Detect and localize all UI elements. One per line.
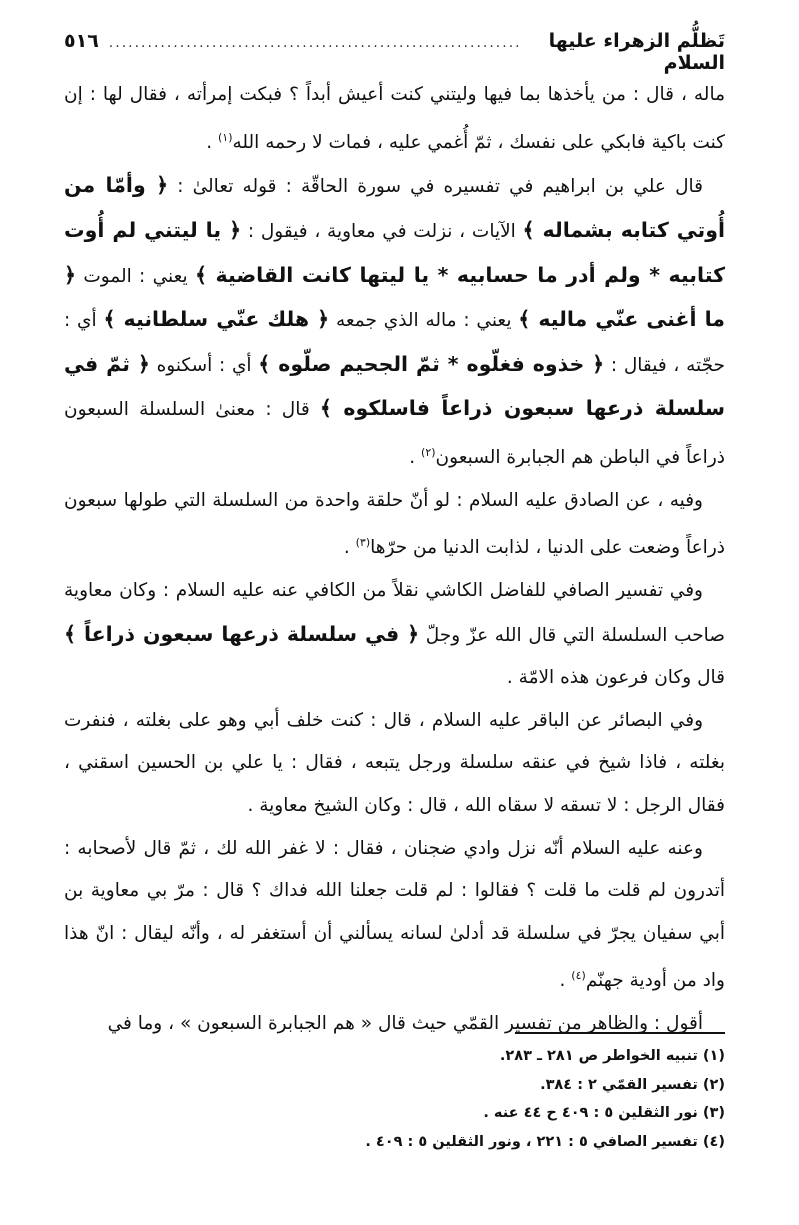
leader-dots: ................................................................ bbox=[108, 35, 522, 51]
text-run: وفي تفسير الصافي للفاضل الكاشي نقلاً من الكافي عنه عليه السلام : وكان معاوية صاحب السلسلة التي قال الله عزّ وجلّ bbox=[64, 580, 725, 646]
text-run: قال : معنىٰ السلسلة السبعون ذراعاً في الباطن هم الجبابرة السبعون bbox=[64, 399, 725, 469]
paragraph bbox=[64, 1003, 725, 1046]
paragraph bbox=[64, 570, 725, 700]
footnote-ref: (١) bbox=[217, 130, 233, 144]
quran-quote: ﴿ خذوه فغلّوه * ثمّ الجحيم صلّوه ﴾ bbox=[258, 351, 605, 376]
text-run: أي : حجّته ، فيقال : bbox=[64, 310, 725, 376]
text-run: الآيات ، نزلت في معاوية ، فيقول : bbox=[241, 220, 523, 242]
footnotes bbox=[64, 1042, 725, 1156]
paragraph bbox=[64, 164, 725, 479]
quran-quote: ﴿ في سلسلة ذرعها سبعون ذراعاً ﴾ bbox=[64, 621, 420, 646]
footnote: (٤) تفسير الصافي ٥ : ٢٢١ ، ونور الثقلين ٥ : ٤٠٩ . bbox=[365, 1133, 725, 1150]
text-run: وعنه عليه السلام أنّه نزل وادي ضجنان ، فقال : لا غفر الله لك ، ثمّ قال لأصحابه : أتدرون لم قلت ما قلت ؟ فقالوا : لم قلت جعلنا الله فداك ؟ قال : مرّ بي معاوية بن أبي سفيان يجرّ في سلسلة قد أدلىٰ لسانه يسألني أن أستغفر له ، وأنّه ليقال : انّ هذا واد من أودية جهنّم bbox=[64, 837, 725, 992]
quran-quote: ﴿ ما أغنى عنّي ماليه ﴾ bbox=[64, 262, 726, 332]
quran-quote: ﴿ يا ليتني لم أُوت كتابيه * ولم أدر ما حسابيه * يا ليتها كانت القاضية ﴾ bbox=[64, 217, 725, 287]
text-run: ماله ، قال : من يأخذها بما فيها وليتني كنت أعيش أبداً ؟ فبكت إمرأته ، فقال لها : إن كنت باكية فابكي على نفسك ، ثمّ أُغمي عليه ، فمات لا رحمه الله bbox=[64, 84, 725, 153]
footnote-ref: (٣) bbox=[355, 536, 371, 550]
paragraph bbox=[64, 480, 725, 570]
footnote: (١) تنبيه الخواطر ص ٢٨١ ـ ٢٨٣. bbox=[499, 1048, 725, 1064]
text-run: . bbox=[206, 131, 218, 153]
footnote-ref: (٤) bbox=[571, 969, 586, 983]
text-run: . bbox=[409, 447, 422, 469]
footnote: (٣) نور الثقلين ٥ : ٤٠٩ ح ٤٤ عنه . bbox=[483, 1105, 725, 1121]
text-run: . bbox=[559, 970, 572, 992]
running-header bbox=[64, 30, 725, 74]
quran-quote: ﴿ ثمّ في سلسلة ذرعها سبعون ذراعاً فاسلكوه ﴾ bbox=[64, 351, 725, 421]
paragraph bbox=[64, 700, 725, 828]
quran-quote: ﴿ هلك عنّي سلطانيه ﴾ bbox=[103, 307, 330, 332]
text-run: يعني : الموت bbox=[76, 265, 195, 287]
footnote-ref: (٢) bbox=[421, 445, 436, 459]
text-run: يعني : ماله الذي جمعه bbox=[329, 310, 519, 332]
text-run: . bbox=[343, 537, 356, 559]
main-text bbox=[64, 74, 725, 1046]
paragraph bbox=[64, 828, 725, 1004]
text-run: وفيه ، عن الصادق عليه السلام : لو أنّ حلقة واحدة من السلسلة التي طولها سبعون ذراعاً وضعت على الدنيا ، لذابت الدنيا من حرّها bbox=[64, 489, 725, 559]
footnote: (٢) تفسير القمّي ٢ : ٣٨٤. bbox=[540, 1076, 725, 1093]
book-page bbox=[64, 30, 725, 1046]
footnote-separator bbox=[515, 1032, 725, 1034]
quran-quote: ﴿ وأمّا من أُوتي كتابه بشماله ﴾ bbox=[64, 173, 726, 242]
running-title: تَظلُّم الزهراء عليها السلام bbox=[548, 30, 725, 74]
page-number: ٥١٦ bbox=[64, 30, 99, 52]
paragraph bbox=[64, 74, 725, 164]
text-run: أي : أسكنوه bbox=[149, 354, 259, 376]
footnote-separator-wrap bbox=[515, 1032, 725, 1034]
text-run: أقول : والظاهر من تفسير القمّي حيث قال « هم الجبابرة السبعون » ، وما في bbox=[107, 1013, 703, 1035]
text-run: قال علي بن ابراهيم في تفسيره في سورة الحاقّة : قوله تعالىٰ : bbox=[168, 176, 703, 198]
text-run: قال وكان فرعون هذه الامّة . bbox=[506, 667, 725, 689]
text-run: وفي البصائر عن الباقر عليه السلام ، قال : كنت خلف أبي وهو على بغلته ، فنفرت بغلته ، فاذا شيخ في عنقه سلسلة ورجل يتبعه ، فقال : يا علي بن الحسين اسقني ، فقال الرجل : لا تسقه لا سقاه الله ، قال : وكان الشيخ معاوية . bbox=[64, 709, 725, 816]
